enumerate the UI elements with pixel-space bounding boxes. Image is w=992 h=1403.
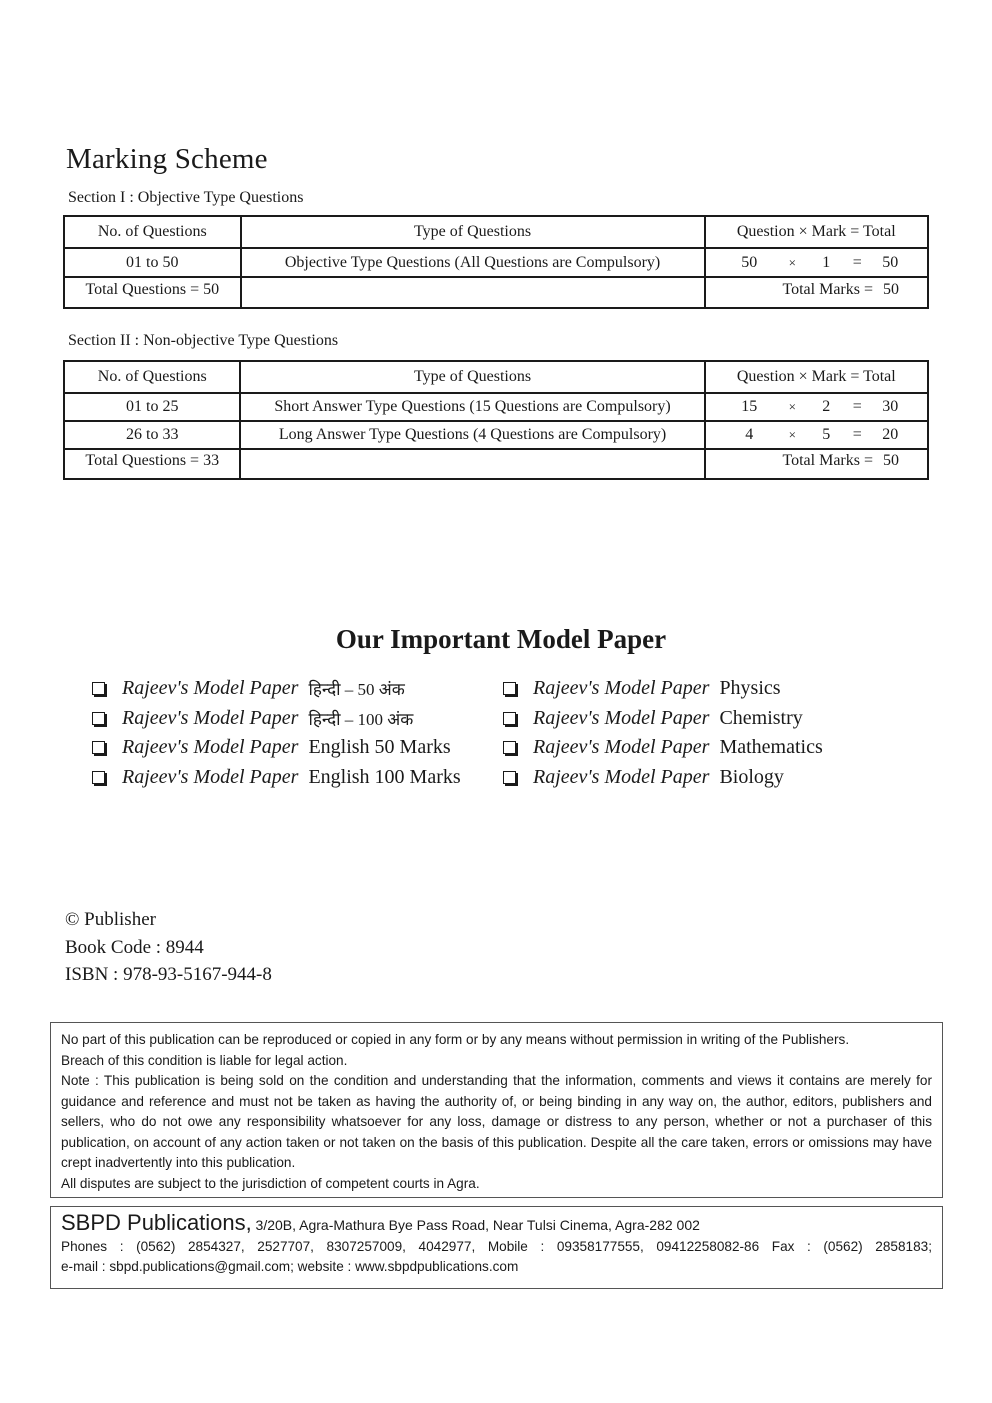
total-marks-value: 50 — [883, 281, 899, 298]
header-question-mark-total: Question × Mark = Total — [705, 361, 928, 393]
header-type-of-questions: Type of Questions — [240, 361, 704, 393]
disclaimer-line: Breach of this condition is liable for legal action. — [61, 1052, 348, 1068]
publisher-email-website: e-mail : sbpd.publications@gmail.com; website : www.sbpdpublications.com — [61, 1259, 519, 1274]
table-row — [64, 393, 928, 421]
equals-sign: = — [852, 398, 862, 415]
table-row — [64, 421, 928, 449]
checkbox-bullet-icon — [503, 682, 516, 695]
subject-name: हिन्दी – 100 अंक — [308, 709, 414, 729]
question-range: 01 to 50 — [64, 248, 241, 277]
publisher-address: 3/20B, Agra-Mathura Bye Pass Road, Near Tulsi Cinema, Agra-282 002 — [255, 1217, 700, 1233]
table-total-row — [64, 277, 928, 308]
question-count: 4 — [745, 426, 754, 443]
subject-name: English 100 Marks — [308, 765, 461, 788]
marks-calculation — [705, 248, 928, 277]
checkbox-bullet-icon — [92, 741, 105, 754]
mark-value: 1 — [822, 253, 831, 271]
publisher-phones: Phones : (0562) 2854327, 2527707, 8307257009, 4042977, Mobile : 09358177555, 09412258082-86 Fax : (0562) 2858183; — [61, 1238, 932, 1254]
total-marks — [705, 277, 928, 308]
series-name: Rajeev's Model Paper — [533, 736, 710, 759]
series-name: Rajeev's Model Paper — [122, 765, 299, 788]
table-total-row — [64, 449, 928, 479]
total-questions: Total Questions = 50 — [64, 277, 241, 308]
times-sign: × — [788, 254, 796, 270]
section1-label: Section I : Objective Type Questions — [68, 189, 304, 206]
page-title: Marking Scheme — [66, 143, 268, 175]
checkbox-bullet-icon — [92, 682, 105, 695]
table-header-row — [64, 361, 928, 393]
row-total: 30 — [882, 398, 899, 415]
row-total: 50 — [882, 253, 899, 271]
subject-name: Chemistry — [719, 706, 803, 729]
empty-cell — [241, 277, 705, 308]
copyright-line: © Publisher — [65, 909, 156, 930]
question-type: Long Answer Type Questions (4 Questions are Compulsory) — [240, 421, 704, 449]
list-item — [90, 733, 461, 763]
mark-value: 5 — [822, 426, 831, 443]
isbn: ISBN : 978-93-5167-944-8 — [65, 964, 272, 985]
list-item — [90, 704, 461, 734]
total-marks-label: Total Marks = — [782, 452, 873, 469]
table-header-row — [64, 216, 928, 248]
model-papers-title: Our Important Model Paper — [335, 624, 667, 654]
series-name: Rajeev's Model Paper — [533, 765, 710, 788]
times-sign: × — [788, 427, 796, 442]
list-item — [90, 763, 461, 793]
checkbox-bullet-icon — [92, 771, 105, 784]
series-name: Rajeev's Model Paper — [533, 677, 710, 700]
subject-name: Physics — [719, 677, 781, 700]
subject-name: English 50 Marks — [308, 736, 451, 759]
model-papers-list-left — [90, 674, 461, 792]
subject-name: Biology — [719, 765, 784, 788]
section2-table — [63, 360, 929, 480]
section1-table — [63, 215, 929, 309]
question-type: Short Answer Type Questions (15 Questions are Compulsory) — [240, 393, 704, 421]
section2-label: Section II : Non-objective Type Questions — [68, 332, 339, 349]
question-count: 15 — [741, 398, 758, 415]
marks-calculation — [705, 421, 928, 449]
header-type-of-questions: Type of Questions — [241, 216, 705, 248]
total-marks-value: 50 — [883, 452, 899, 469]
equals-sign: = — [852, 253, 862, 271]
header-no-of-questions: No. of Questions — [64, 361, 240, 393]
question-range: 01 to 25 — [64, 393, 240, 421]
disclaimer-line: No part of this publication can be reproduced or copied in any form or by any means without permission in writing of the Publishers. — [61, 1032, 850, 1047]
total-marks-label: Total Marks = — [782, 281, 873, 298]
total-marks — [705, 449, 928, 479]
question-count: 50 — [741, 253, 758, 271]
list-item — [501, 763, 823, 793]
equals-sign: = — [852, 426, 862, 443]
book-code: Book Code : 8944 — [65, 936, 204, 958]
book-meta — [65, 906, 272, 989]
times-sign: × — [788, 399, 796, 414]
disclaimer-line: All disputes are subject to the jurisdiction of competent courts in Agra. — [61, 1175, 480, 1191]
question-type: Objective Type Questions (All Questions are Compulsory) — [241, 248, 705, 277]
question-range: 26 to 33 — [64, 421, 240, 449]
total-questions: Total Questions = 33 — [64, 449, 240, 479]
series-name: Rajeev's Model Paper — [122, 677, 299, 700]
row-total: 20 — [882, 426, 899, 443]
list-item — [90, 674, 461, 704]
disclaimer-box — [50, 1022, 943, 1198]
marks-calculation — [705, 393, 928, 421]
publisher-name: SBPD Publications, — [61, 1210, 252, 1235]
header-no-of-questions: No. of Questions — [64, 216, 241, 248]
checkbox-bullet-icon — [503, 741, 516, 754]
series-name: Rajeev's Model Paper — [122, 706, 299, 729]
model-papers-list-right — [501, 674, 823, 792]
mark-value: 2 — [822, 398, 831, 415]
checkbox-bullet-icon — [503, 712, 516, 725]
header-question-mark-total: Question × Mark = Total — [705, 216, 928, 248]
checkbox-bullet-icon — [503, 771, 516, 784]
series-name: Rajeev's Model Paper — [533, 706, 710, 729]
empty-cell — [240, 449, 704, 479]
subject-name: Mathematics — [719, 736, 823, 759]
table-row — [64, 248, 928, 277]
list-item — [501, 674, 823, 704]
list-item — [501, 733, 823, 763]
series-name: Rajeev's Model Paper — [122, 736, 299, 759]
publisher-contact-box — [50, 1206, 943, 1289]
disclaimer-note: Note : This publication is being sold on the condition and understanding that the information, comments and views it contains are merely for guidance and reference and must not be taken as having the authority of, or being binding in any way on, the author, editors, publishers and sellers, who do not owe any responsibility whatsoever for any loss, damage or distress to any person, whether or not a purchaser of this publication, on account of any action taken or not taken on the basis of this publication. Despite all the care taken, errors or omissions may have crept inadvertently into this publication. — [61, 1073, 932, 1170]
subject-name: हिन्दी – 50 अंक — [308, 680, 405, 700]
list-item — [501, 704, 823, 734]
checkbox-bullet-icon — [92, 712, 105, 725]
